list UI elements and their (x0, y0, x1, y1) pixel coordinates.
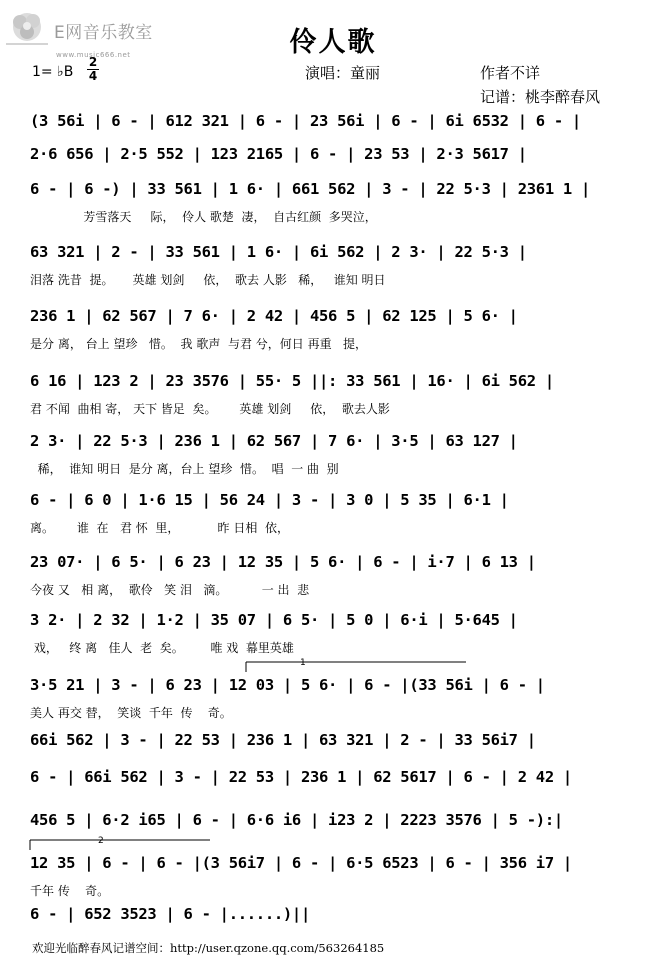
notation-line: 6 16 | 123 2 | 23 3576 | 55· 5 ||: 33 561 | 16· | 6i 562 | (30, 372, 554, 390)
notation-line: 6 - | 66i 562 | 3 - | 22 53 | 236 1 | 62 5617 | 6 - | 2 42 | (30, 768, 572, 786)
notation-line: 12 35 | 6 - | 6 - |(3 56i7 | 6 - | 6·5 6523 | 6 - | 356 i7 | (30, 854, 572, 872)
lyrics-line: 君 不闻 曲相 寄， 天下 皆足 矣。 英雄 划剑 依， 歌去人影 (30, 402, 390, 416)
brand-text: E网音乐教室 (54, 23, 153, 43)
notation-line: 3 2· | 2 32 | 1·2 | 35 07 | 6 5· | 5 0 | 6·i | 5·645 | (30, 611, 518, 629)
notation-line: 6 - | 652 3523 | 6 - |......)|| (30, 905, 310, 923)
time-sig-top: 2 (88, 55, 98, 69)
notation-line: 456 5 | 6·2 i65 | 6 - | 6·6 i6 | i23 2 | 2223 3576 | 5 -):| (30, 811, 563, 829)
lyrics-line: 离。 谁 在 君 怀 里， 昨 日相 依， (30, 521, 289, 535)
volta-second (30, 836, 210, 850)
notation-line: 2 3· | 22 5·3 | 236 1 | 62 567 | 7 6· | 3·5 | 63 127 | (30, 432, 518, 450)
author: 作者不详 (480, 64, 541, 82)
brand-url: www.music666.net (56, 51, 131, 59)
singer: 演唱：童丽 (305, 64, 381, 82)
key-signature: 1= ♭B (32, 64, 74, 80)
lyrics-line: 稀， 谁知 明日 是分 离，台上 望珍 惜。 唱 一 曲 别 (30, 462, 339, 476)
song-title: 伶人歌 (289, 27, 377, 58)
lyrics-line: 千年 传 奇。 (30, 884, 110, 898)
notation-line: 6 - | 6 -) | 33 561 | 1 6· | 661 562 | 3 - | 22 5·3 | 2361 1 | (30, 180, 590, 198)
lyrics-line: 戏， 终 离 佳人 老 矣。 唯 戏 幕里英雄 (30, 641, 294, 655)
notation-line: 63 321 | 2 - | 33 561 | 1 6· | 6i 562 | 2 3· | 22 5·3 | (30, 243, 527, 261)
notation-line: (3 56i | 6 - | 612 321 | 6 - | 23 56i | 6 - | 6i 6532 | 6 - | (30, 112, 581, 130)
lyrics-line: 是分 离， 台上 望珍 惜。 我 歌声 与君 兮，何日 再重 提， (30, 337, 368, 351)
volta-second-label: 2 (98, 836, 104, 846)
notation-line: 6 - | 6 0 | 1·6 15 | 56 24 | 3 - | 3 0 | 5 35 | 6·1 | (30, 491, 509, 509)
time-sig-bottom: 4 (88, 69, 98, 83)
lyrics-line: 芳雪落天 际， 伶人 歌楚 凄， 自古红颜 多哭泣， (30, 210, 377, 224)
lyrics-line: 今夜 又 相 离， 歌伶 笑 泪 滴。 一 出 悲 (30, 583, 310, 597)
lyrics-line: 泪落 洗昔 提。 英雄 划剑 依， 歌去 人影 稀， 谁知 明日 (30, 273, 386, 287)
notation-line: 3·5 21 | 3 - | 6 23 | 12 03 | 5 6· | 6 - |(33 56i | 6 - | (30, 676, 545, 694)
time-signature (87, 57, 99, 82)
volta-first (246, 658, 466, 672)
lyrics-line: 美人 再交 替， 笑谈 千年 传 奇。 (30, 706, 232, 720)
notation-line: 2·6 656 | 2·5 552 | 123 2165 | 6 - | 23 53 | 2·3 5617 | (30, 145, 527, 163)
footer-text: 欢迎光临醉春风记谱空间：http://user.qzone.qq.com/563264185 (32, 941, 385, 955)
notation-line: 23 07· | 6 5· | 6 23 | 12 35 | 5 6· | 6 - | i·7 | 6 13 | (30, 553, 536, 571)
notation-line: 66i 562 | 3 - | 22 53 | 236 1 | 63 321 | 2 - | 33 56i7 | (30, 731, 536, 749)
notator: 记谱：桃李醉春风 (480, 88, 601, 106)
volta-first-label: 1 (300, 658, 306, 668)
notation-line: 236 1 | 62 567 | 7 6· | 2 42 | 456 5 | 62 125 | 5 6· | (30, 307, 518, 325)
